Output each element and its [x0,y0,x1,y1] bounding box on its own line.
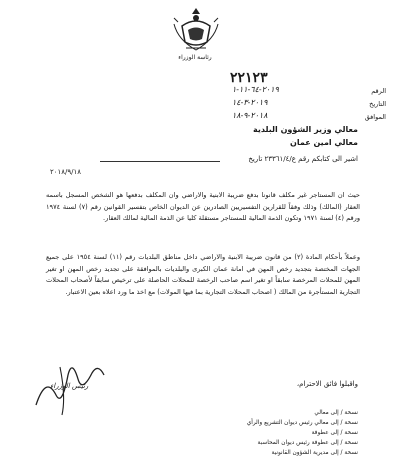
reference-number: ٢٢١٢٣ [230,70,268,86]
meta-value-date: ٢٠١٩-٣-١٤ [232,98,268,107]
cc-line: نسخة / إلى معالي رئيس ديوان التشريع والرأي [246,420,358,426]
cc-line: نسخة / إلى عطوفة رئيس ديوان المحاسبة [257,440,358,446]
subject-date: ٢٠١٨/٩/١٨ [50,168,82,176]
addressee-minister: معالي وزير الشؤون البلدية [253,125,358,134]
body-paragraph-2: وعملاً بأحكام المادة (٢) من قانون ضريبة الابنية والاراضي داخل مناطق البلديات رقم (١١) لسنة ١٩٥٤ على جميع الجهات المختصة بتجديد رخص المهن في امانة عمان الكبرى والبلديات بالموافقة على تجديد رخص المهن او تغير المهن للمحلات المرخصة سابقاً او تغير اسم صاحب الرخصة للمحلات الحاصلة على ترخيص سابقاً لأصحاب المحلات التجارية المستأجرة من المالك ( اصحاب المحلات التجارية بما فيها المولات) مع اخذ ما ورد اعلاه بعين الاعتبار. [46,253,361,296]
signatory-title: رئيس الوزراء [50,382,89,390]
signature-icon [30,355,110,425]
meta-label-corresponding: الموافق [364,113,386,121]
subject-underline [100,161,220,162]
cc-line: نسخة / إلى معالي [314,410,358,416]
royal-crest-icon [168,4,224,54]
meta-label-date: التاريخ [369,100,386,108]
cc-line: نسخة / إلى عطوفة [311,430,358,436]
cc-line: نسخة / إلى مديرية الشؤون القانونية [271,450,358,456]
meta-value-corresponding: ٢٠١٨-٩-١٨ [232,111,268,120]
crest-caption: رئاسة الوزراء [178,54,212,61]
meta-label-number: الرقم [371,87,386,95]
subject-line: اشير الى كتابكم رقم ع/٢٣٣٦١/٤ تاريخ [248,155,358,163]
meta-value-number: ٢٠١٩-٦٤-١١-١ [232,85,279,94]
addressee-mayor: معالي امين عمان [290,138,358,147]
body-paragraph-1: حيث ان المستاجر غير مكلف قانونا بدفع ضريبة الابنية والاراضي وان المكلف بدفعها هو الشخص المسجل باسمه العقار (المالك) وذلك وفقاً للقرارين التفسيريين الصادرين عن الديوان الخاص بتفسير القوانين رقم (٧) لسنة ١٩٧٤ ورقم (٤) لسنة ١٩٧١ وتكون الذمة المالية للمستاجر مستقلة كليا عن الذمة المالية لمالك العقار. [46,191,360,222]
closing-line: واقبلوا فائق الاحترام، [296,380,358,388]
